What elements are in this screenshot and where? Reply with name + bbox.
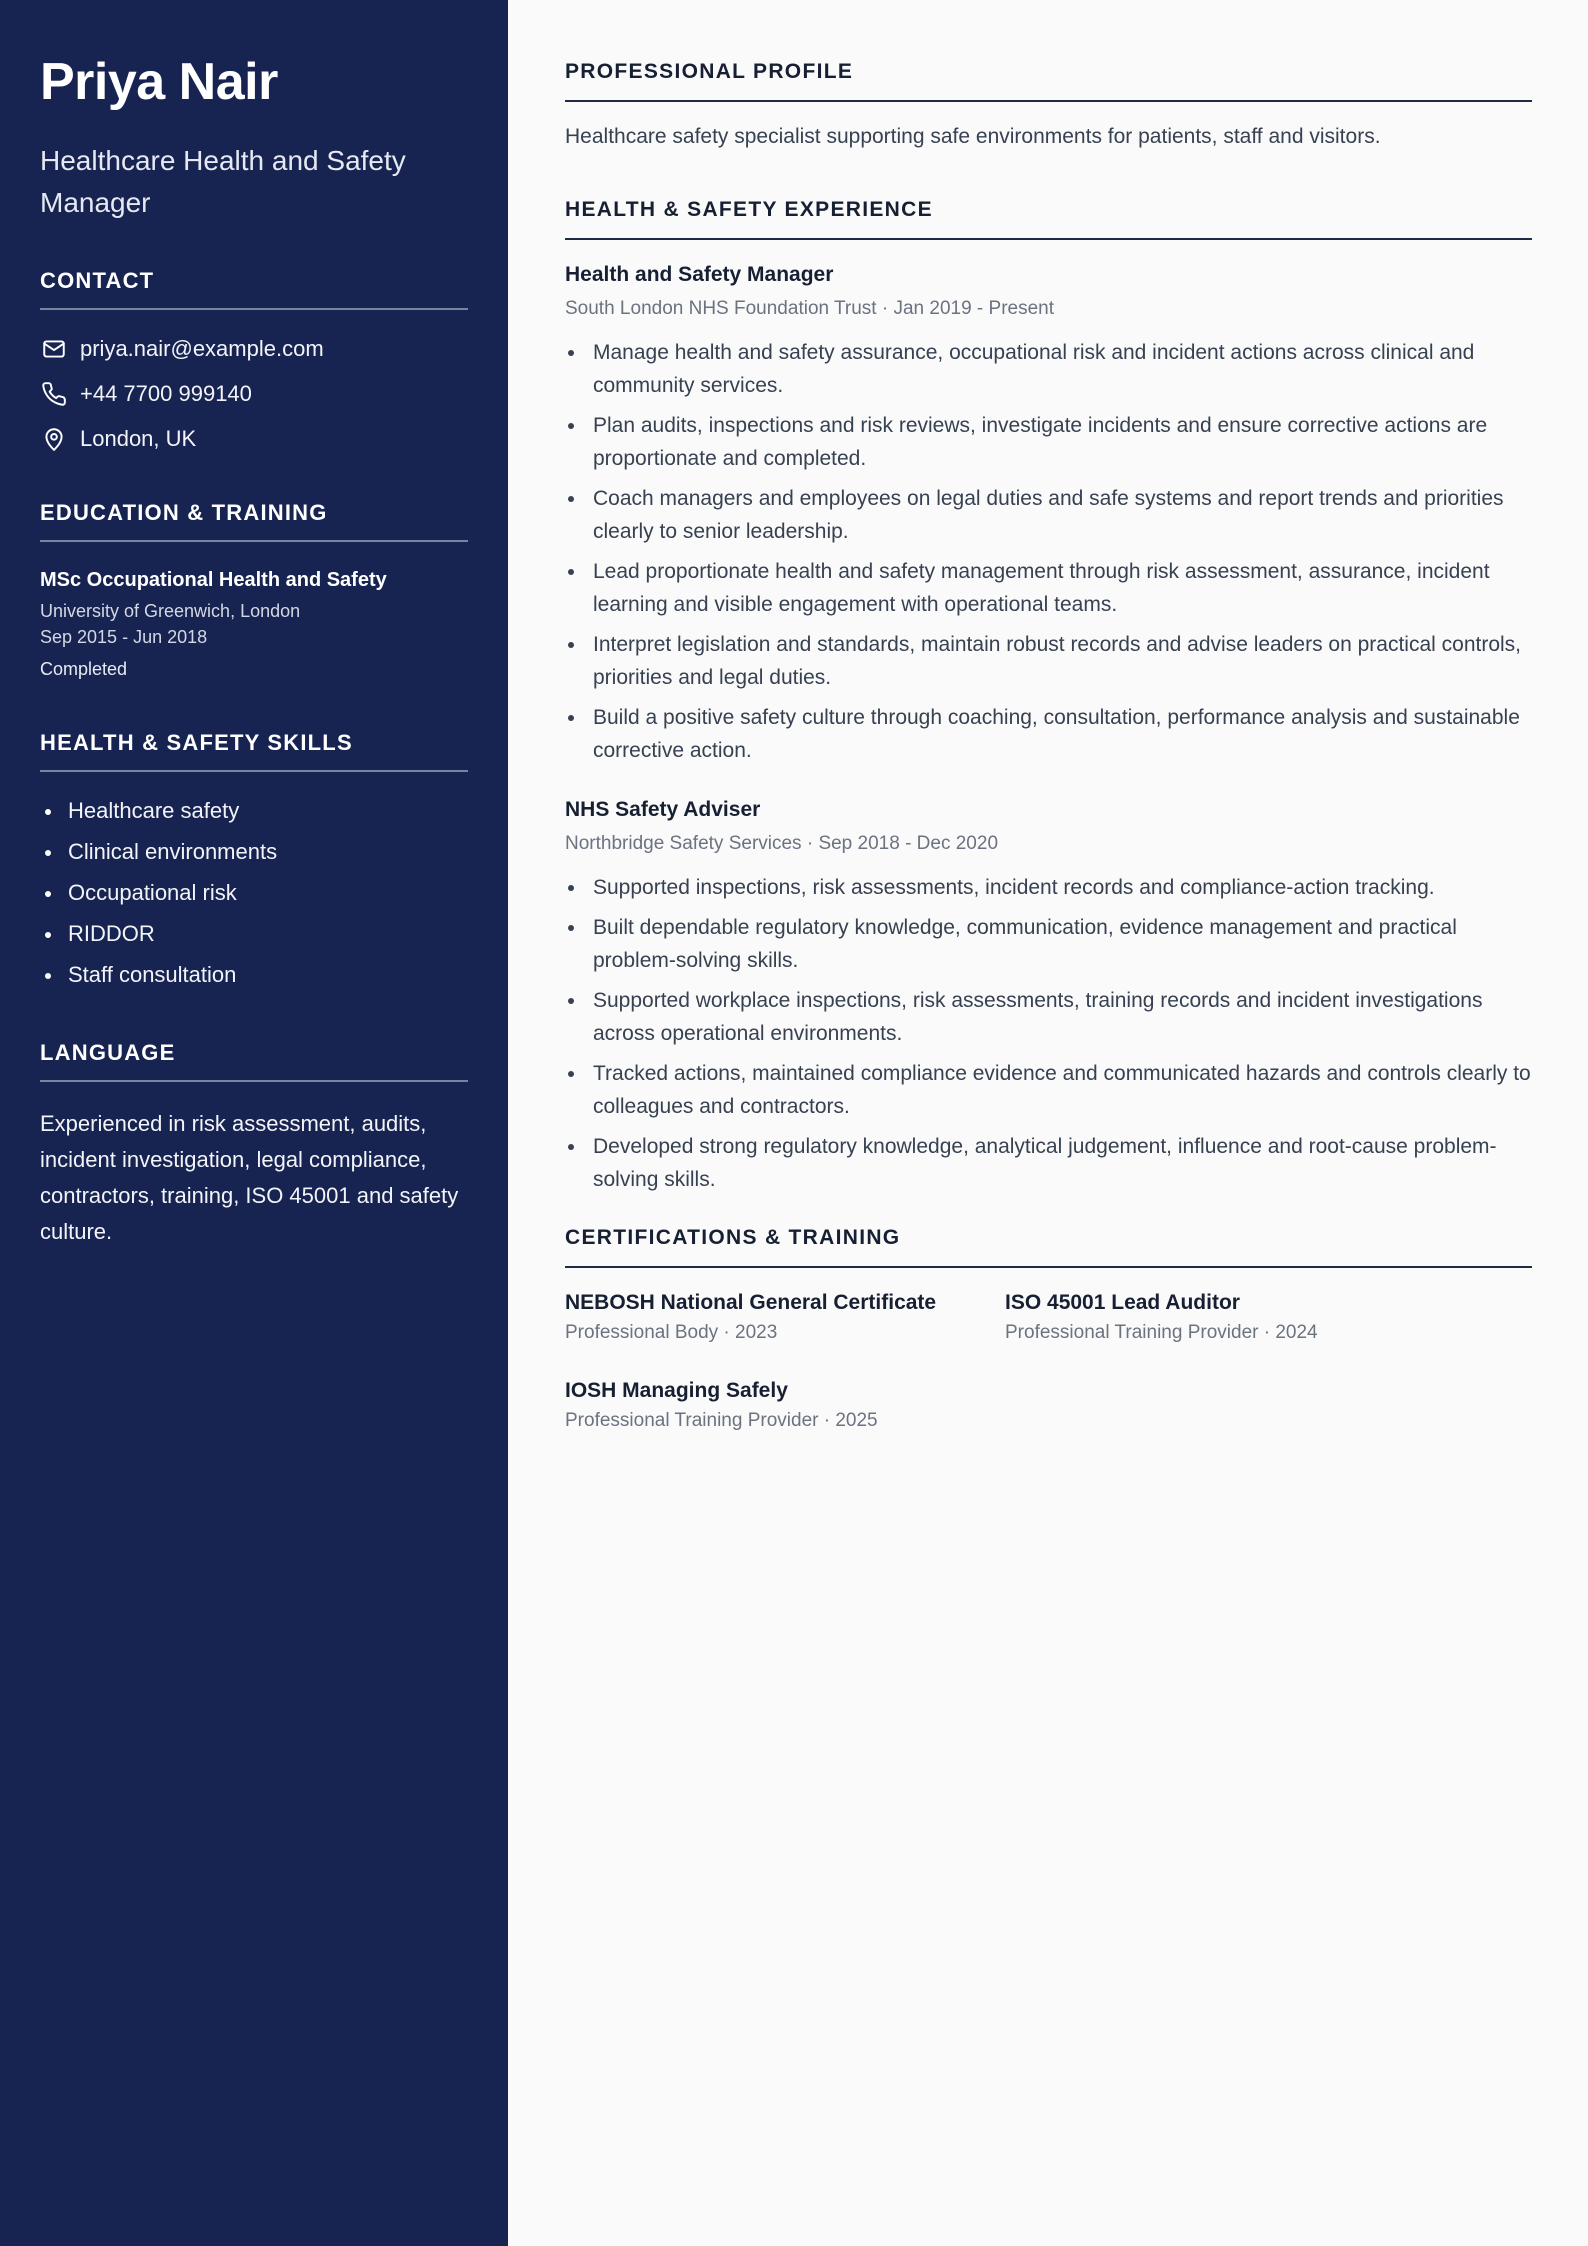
job-bullet: Built dependable regulatory knowledge, communication, evidence management and practical problem-solving skills. bbox=[565, 911, 1532, 977]
language-section bbox=[40, 1038, 468, 1250]
contact-location bbox=[40, 424, 468, 454]
contact-phone[interactable] bbox=[40, 379, 468, 409]
skills-list bbox=[40, 796, 468, 990]
skills-heading: HEALTH & SAFETY SKILLS bbox=[40, 728, 468, 772]
phone-icon bbox=[40, 380, 68, 408]
profile-text: Healthcare safety specialist supporting safe environments for patients, staff and visitors. bbox=[565, 125, 1381, 148]
contact-list bbox=[40, 334, 468, 454]
job-bullet: Tracked actions, maintained compliance evidence and communicated hazards and controls clearly to colleagues and contractors. bbox=[565, 1057, 1532, 1123]
certifications-section bbox=[565, 1224, 1532, 1434]
skill-item: Staff consultation bbox=[40, 960, 468, 990]
certification-meta: Professional Training Provider · 2025 bbox=[565, 1410, 878, 1431]
certification-name: ISO 45001 Lead Auditor bbox=[1005, 1291, 1240, 1314]
education-institution: University of Greenwich, London bbox=[40, 601, 301, 621]
job-entry bbox=[565, 260, 1532, 767]
certification-item bbox=[565, 1288, 1005, 1346]
job-bullet: Plan audits, inspections and risk reviews, investigate incidents and ensure corrective actions are proportionate and completed. bbox=[565, 409, 1532, 475]
main-content bbox=[508, 0, 1588, 2246]
job-bullet: Coach managers and employees on legal duties and safe systems and report trends and priorities clearly to senior leadership. bbox=[565, 482, 1532, 548]
education-dates: Sep 2015 - Jun 2018 bbox=[40, 627, 208, 647]
experience-section bbox=[565, 196, 1532, 1196]
job-meta: Northbridge Safety Services · Sep 2018 - Dec 2020 bbox=[565, 833, 999, 854]
education-degree: MSc Occupational Health and Safety bbox=[40, 569, 387, 591]
phone-text: +44 7700 999140 bbox=[80, 381, 252, 406]
job-bullet: Developed strong regulatory knowledge, analytical judgement, influence and root-cause problem-solving skills. bbox=[565, 1130, 1532, 1196]
job-role: Health and Safety Manager bbox=[565, 263, 834, 286]
sidebar bbox=[0, 0, 508, 2246]
contact-heading: CONTACT bbox=[40, 266, 468, 310]
education-section bbox=[40, 498, 468, 682]
contact-section bbox=[40, 266, 468, 454]
candidate-title: Healthcare Health and Safety Manager bbox=[40, 145, 406, 218]
certification-item bbox=[1005, 1288, 1445, 1346]
job-bullet: Lead proportionate health and safety management through risk assessment, assurance, incident learning and visible engagement with operational teams. bbox=[565, 555, 1532, 621]
job-entry bbox=[565, 795, 1532, 1196]
experience-heading: HEALTH & SAFETY EXPERIENCE bbox=[565, 196, 1532, 240]
candidate-name: Priya Nair bbox=[40, 53, 278, 111]
job-bullets bbox=[565, 871, 1532, 1196]
certifications-grid bbox=[565, 1288, 1532, 1434]
skills-section bbox=[40, 728, 468, 990]
skill-item: Clinical environments bbox=[40, 837, 468, 867]
education-status: Completed bbox=[40, 659, 128, 679]
email-text: priya.nair@example.com bbox=[80, 336, 324, 361]
job-bullet: Interpret legislation and standards, maintain robust records and advise leaders on practical controls, priorities and legal duties. bbox=[565, 628, 1532, 694]
certification-meta: Professional Body · 2023 bbox=[565, 1322, 778, 1343]
certification-meta: Professional Training Provider · 2024 bbox=[1005, 1322, 1318, 1343]
job-bullet: Supported workplace inspections, risk assessments, training records and incident investigations across operational environments. bbox=[565, 984, 1532, 1050]
job-bullet: Supported inspections, risk assessments, incident records and compliance-action tracking. bbox=[565, 871, 1532, 904]
certification-name: IOSH Managing Safely bbox=[565, 1379, 788, 1402]
location-pin-icon bbox=[40, 425, 68, 453]
certification-item bbox=[565, 1376, 1005, 1434]
profile-section bbox=[565, 58, 1532, 152]
job-bullets bbox=[565, 336, 1532, 767]
job-bullet: Manage health and safety assurance, occupational risk and incident actions across clinical and community services. bbox=[565, 336, 1532, 402]
skill-item: RIDDOR bbox=[40, 919, 468, 949]
certifications-heading: CERTIFICATIONS & TRAINING bbox=[565, 1224, 1532, 1268]
mail-icon bbox=[40, 335, 68, 363]
education-heading: EDUCATION & TRAINING bbox=[40, 498, 468, 542]
profile-heading: PROFESSIONAL PROFILE bbox=[565, 58, 1532, 102]
job-meta: South London NHS Foundation Trust · Jan 2019 - Present bbox=[565, 298, 1055, 319]
language-heading: LANGUAGE bbox=[40, 1038, 468, 1082]
contact-email[interactable] bbox=[40, 334, 468, 364]
location-text: London, UK bbox=[80, 426, 197, 451]
language-text: Experienced in risk assessment, audits, incident investigation, legal compliance, contractors, training, ISO 45001 and safety culture. bbox=[40, 1111, 459, 1244]
job-bullet: Build a positive safety culture through coaching, consultation, performance analysis and sustainable corrective action. bbox=[565, 701, 1532, 767]
job-role: NHS Safety Adviser bbox=[565, 798, 761, 821]
skill-item: Occupational risk bbox=[40, 878, 468, 908]
certification-name: NEBOSH National General Certificate bbox=[565, 1291, 937, 1314]
skill-item: Healthcare safety bbox=[40, 796, 468, 826]
